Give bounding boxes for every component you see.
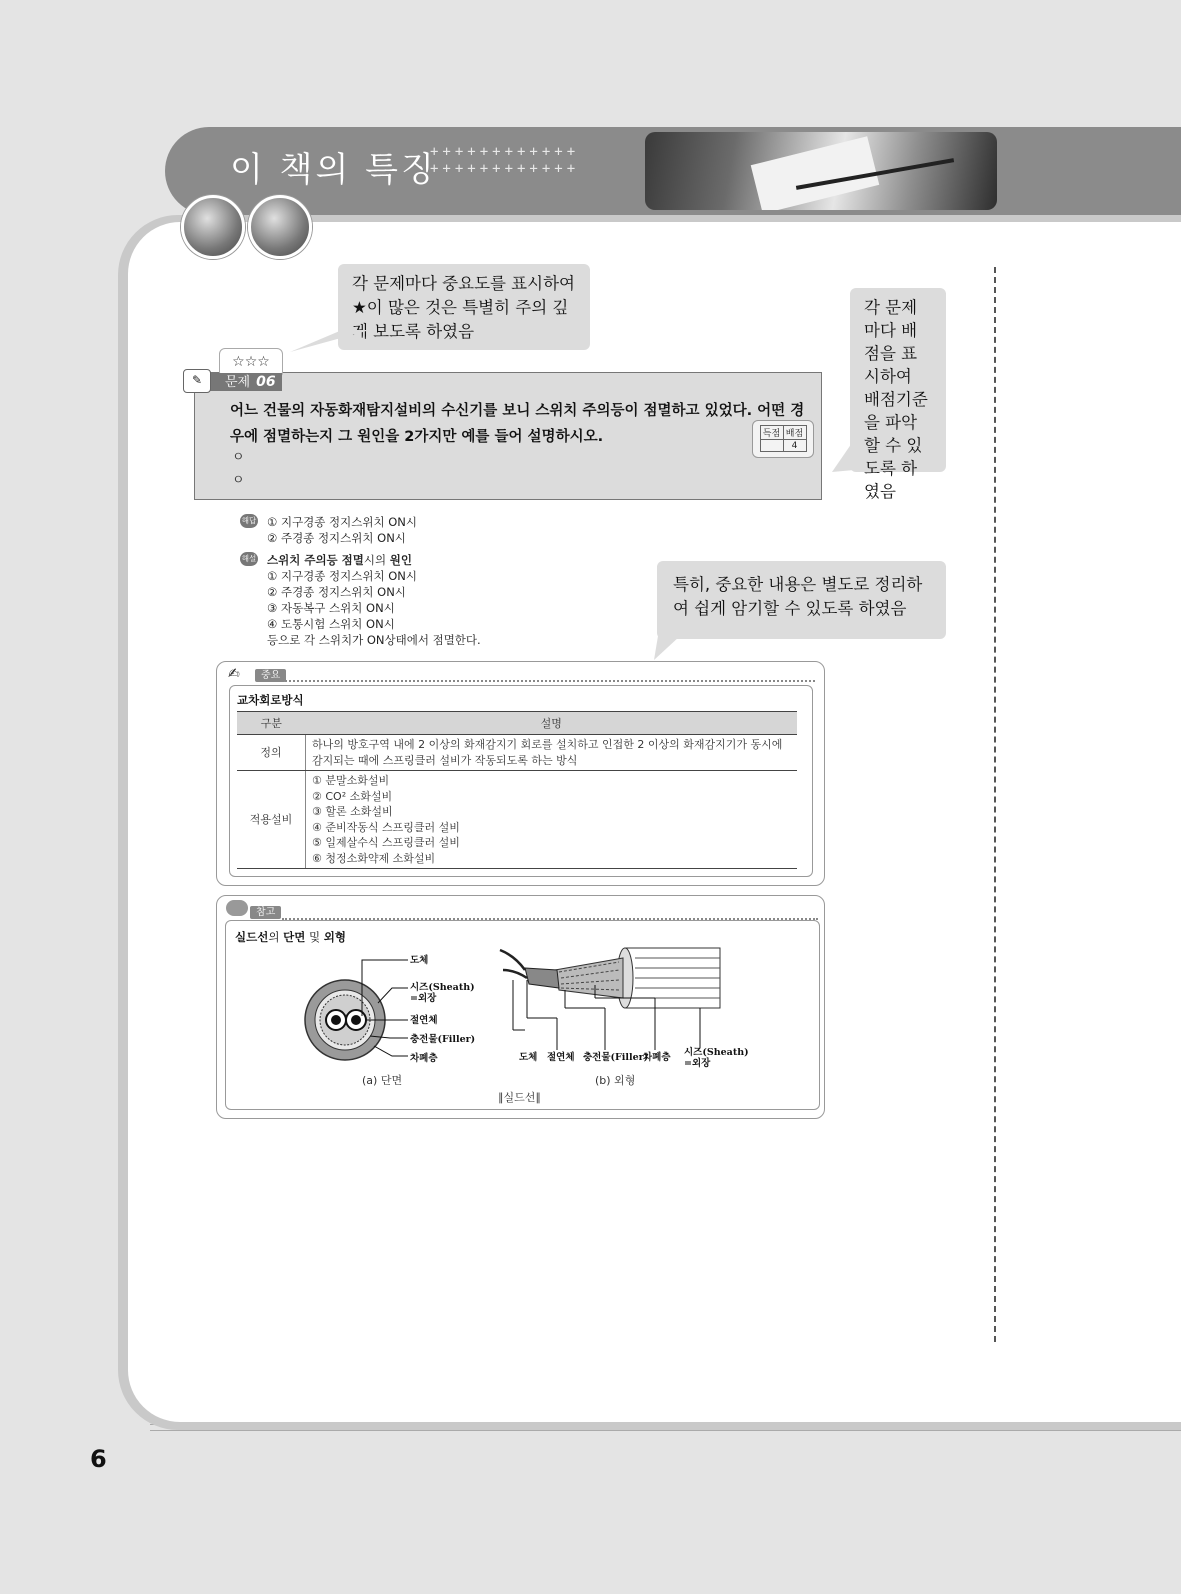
explanation-item: ① 지구경종 정지스위치 ON시 bbox=[267, 569, 418, 583]
note-icon bbox=[226, 900, 248, 916]
label-insulator: 절연체 bbox=[410, 1015, 438, 1026]
explanation-item: ② 주경종 정지스위치 ON시 bbox=[267, 585, 406, 599]
explanation-item: ③ 자동복구 스위치 ON시 bbox=[267, 601, 395, 615]
callout-pointer bbox=[290, 330, 370, 354]
importance-callout: 각 문제마다 중요도를 표시하여 ★이 많은 것은 특별히 주의 깊게 보도록 하였음 bbox=[338, 264, 590, 350]
table-header: 설명 bbox=[306, 712, 798, 735]
table-header: 구분 bbox=[237, 712, 306, 735]
answer-blank-bullet: ㅇ bbox=[232, 473, 245, 488]
answer-line: ② 주경종 정지스위치 ON시 bbox=[267, 531, 406, 545]
figure-caption: ∥실드선∥ bbox=[498, 1091, 541, 1104]
label-outer-shield: 차폐층 bbox=[643, 1052, 671, 1063]
explanation-footer: 등으로 각 스위치가 ON상태에서 점멸한다. bbox=[267, 633, 481, 647]
page-number: 6 bbox=[90, 1445, 107, 1473]
score-box: 득점 배점 4 bbox=[752, 420, 814, 458]
headset-person-icon bbox=[181, 195, 245, 259]
explanation-title: 스위치 주의등 점멸시의 원인 bbox=[267, 553, 412, 567]
problem-label: 문제 06 bbox=[195, 373, 282, 391]
table-row: 적용설비 ① 분말소화설비 ② CO² 소화설비 ③ 할론 소화설비 ④ 준비작동식 스프링클러 설비 ⑤ 일제살수식 스프링클러 설비 ⑥ 청정소화약제 소화설비 bbox=[237, 771, 797, 869]
explanation-tag: 해설 bbox=[240, 552, 258, 566]
important-tag: 중요 bbox=[255, 669, 286, 682]
callout-pointer bbox=[650, 636, 690, 662]
summary-callout: 특히, 중요한 내용은 별도로 정리하여 쉽게 암기할 수 있도록 하였음 bbox=[657, 561, 946, 639]
difficulty-stars: ☆☆☆ bbox=[219, 348, 283, 378]
label-outer-filler: 충전물(Filler) bbox=[583, 1052, 649, 1063]
reference-title: 실드선의 단면 및 외형 bbox=[235, 930, 346, 944]
column-divider bbox=[994, 267, 996, 1342]
page-title: 이 책의 특징 bbox=[230, 150, 437, 190]
reference-tag: 참고 bbox=[250, 906, 281, 919]
magnifier-person-icon bbox=[248, 195, 312, 259]
label-conductor: 도체 bbox=[410, 955, 429, 966]
dotted-rule bbox=[282, 918, 818, 920]
cable-cross-section-figure bbox=[300, 948, 480, 1078]
caption-a: (a) 단면 bbox=[362, 1074, 403, 1087]
label-filler: 충전물(Filler) bbox=[410, 1034, 476, 1045]
dotted-rule bbox=[285, 680, 815, 682]
important-title: 교차회로방식 bbox=[237, 693, 304, 707]
problem-text: 어느 건물의 자동화재탐지설비의 수신기를 보니 스위치 주의등이 점멸하고 있었다. 어떤 경우에 점멸하는지 그 원인을 2가지만 예를 들어 설명하시오. bbox=[230, 403, 805, 445]
label-outer-conductor: 도체 bbox=[519, 1052, 538, 1063]
pencil-icon: ✎ bbox=[183, 369, 211, 393]
label-outer-sheath-sub: =외장 bbox=[684, 1058, 711, 1069]
answer-line: ① 지구경종 정지스위치 ON시 bbox=[267, 515, 418, 529]
label-outer-insulator: 절연체 bbox=[547, 1052, 575, 1063]
score-callout: 각 문제마다 배점을 표시하여 배점기준을 파악할 수 있도록 하였음 bbox=[850, 288, 946, 472]
label-sheath-sub: =외장 bbox=[410, 993, 437, 1004]
label-shield: 차폐층 bbox=[410, 1053, 438, 1064]
explanation-item: ④ 도통시험 스위치 ON시 bbox=[267, 617, 395, 631]
important-table bbox=[237, 711, 797, 869]
answer-blank-bullet: ㅇ bbox=[232, 450, 245, 465]
table-row: 정의 하나의 방호구역 내에 2 이상의 화재감지기 회로를 설치하고 인접한 2 이상의 화재감지기가 동시에 감지되는 때에 스프링클러 설비가 작동되도록 하는 방식 bbox=[237, 735, 797, 771]
hand-pointer-icon: ✍ bbox=[228, 666, 240, 682]
label-sheath: 시즈(Sheath) bbox=[410, 982, 475, 993]
header-decoration: ++++++++++++ ++++++++++++ bbox=[430, 144, 580, 177]
caption-b: (b) 외형 bbox=[595, 1074, 636, 1087]
header-photo-image bbox=[645, 132, 997, 210]
cable-outer-figure bbox=[495, 940, 730, 1050]
callout-pointer bbox=[832, 440, 856, 474]
label-outer-sheath: 시즈(Sheath) bbox=[684, 1047, 749, 1058]
answer-tag: 해답 bbox=[240, 514, 258, 528]
